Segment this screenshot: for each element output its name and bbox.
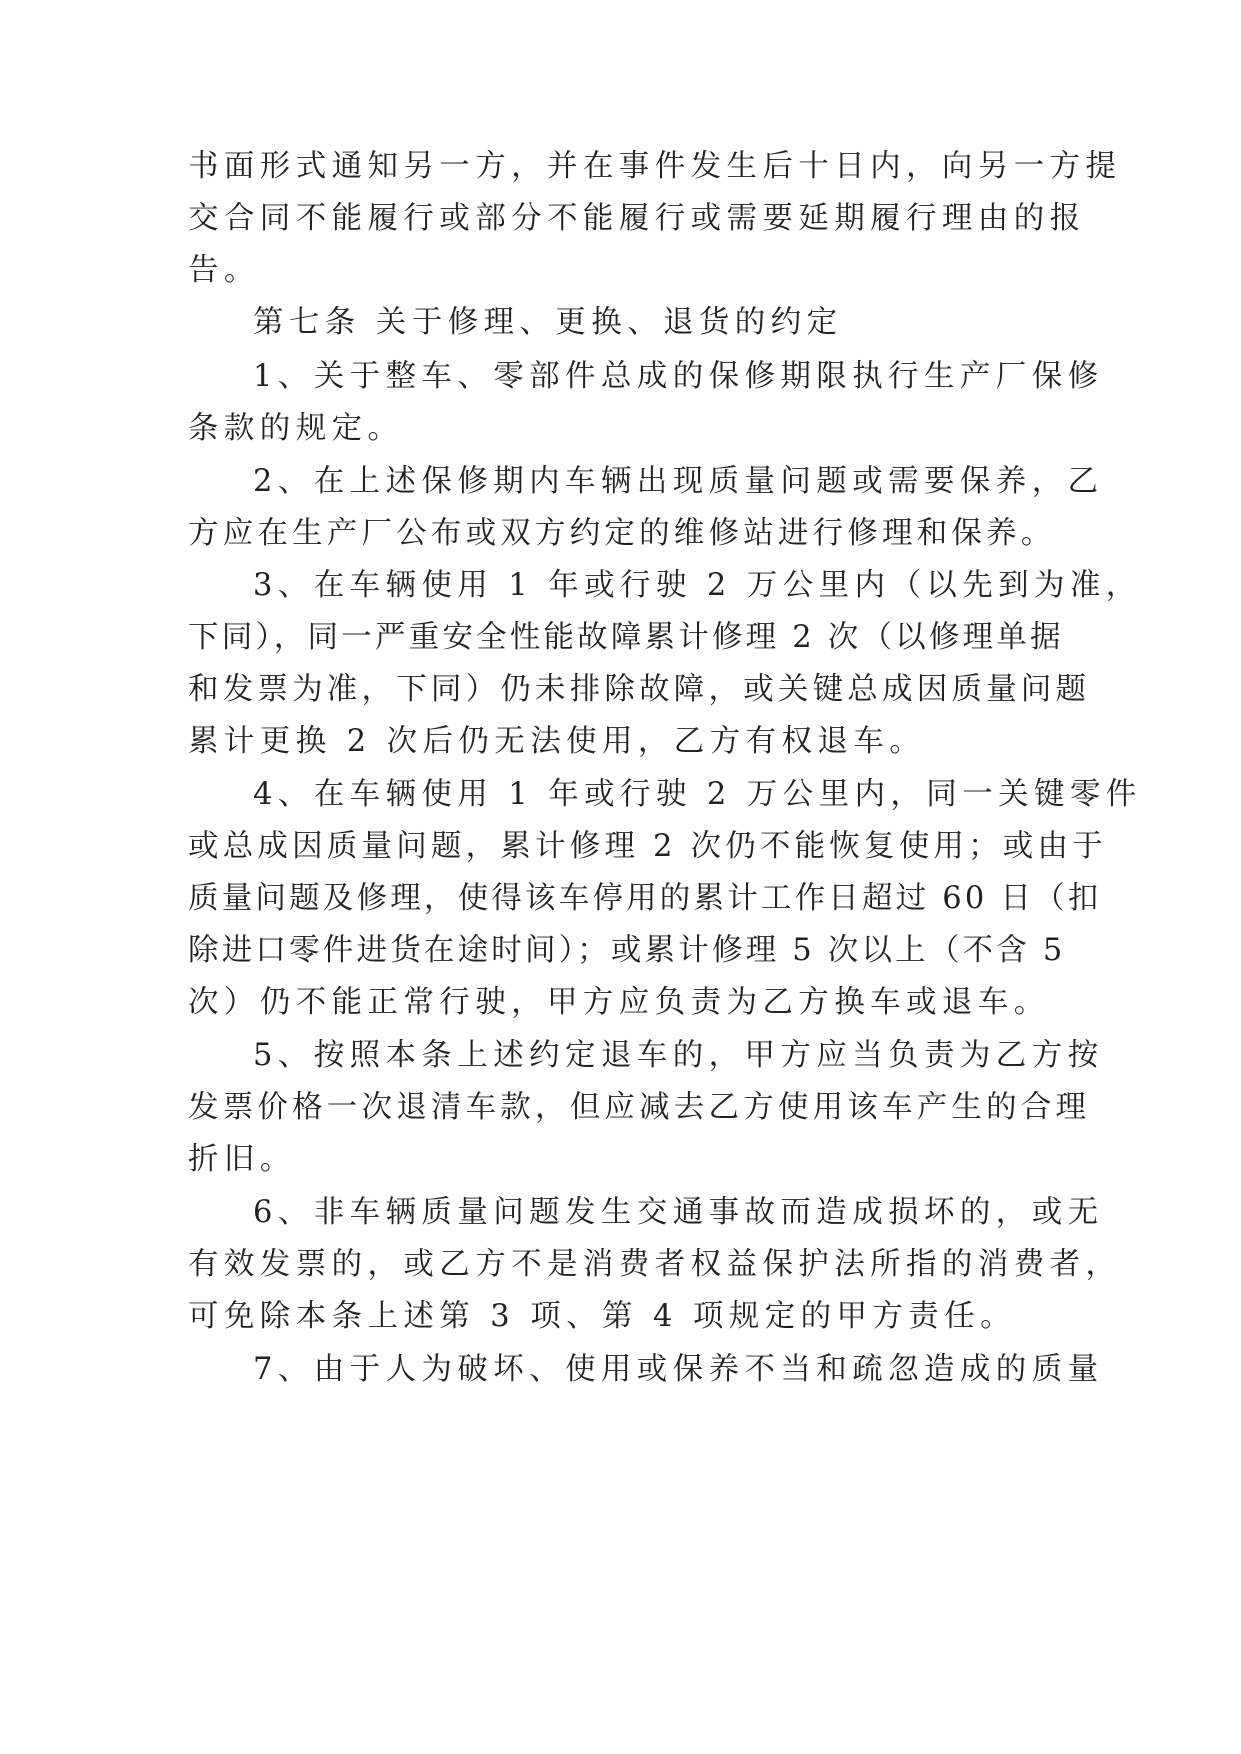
body-text-line: 2、在上述保修期内车辆出现质量问题或需要保养，乙 bbox=[253, 464, 1104, 499]
body-text-line: 5、按照本条上述约定退车的，甲方应当负责为乙方按 bbox=[253, 1038, 1104, 1073]
body-text-line: 告。 bbox=[188, 253, 260, 288]
body-text-line: 方应在生产厂公布或双方约定的维修站进行修理和保养。 bbox=[188, 516, 1056, 551]
body-text-line: 累计更换 2 次后仍无法使用，乙方有权退车。 bbox=[188, 724, 926, 759]
body-text-line: 条款的规定。 bbox=[188, 411, 404, 446]
body-text-line: 次）仍不能正常行驶，甲方应负责为乙方换车或退车。 bbox=[188, 985, 1050, 1020]
body-text-line: 3、在车辆使用 1 年或行驶 2 万公里内（以先到为准， bbox=[253, 568, 1142, 603]
body-text-line: 6、非车辆质量问题发生交通事故而造成损坏的，或无 bbox=[253, 1195, 1104, 1230]
body-text-line: 交合同不能履行或部分不能履行或需要延期履行理由的报 bbox=[188, 201, 1086, 236]
body-text-line: 或总成因质量问题，累计修理 2 次仍不能恢复使用；或由于 bbox=[188, 829, 1107, 864]
body-text-line: 7、由于人为破坏、使用或保养不当和疏忽造成的质量 bbox=[253, 1352, 1104, 1387]
body-text-line: 折旧。 bbox=[188, 1142, 296, 1177]
body-text-line: 书面形式通知另一方，并在事件发生后十日内，向另一方提 bbox=[188, 149, 1122, 184]
section-heading: 第七条 关于修理、更换、退货的约定 bbox=[253, 305, 843, 340]
body-text-line: 可免除本条上述第 3 项、第 4 项规定的甲方责任。 bbox=[188, 1299, 1016, 1334]
body-text-line: 4、在车辆使用 1 年或行驶 2 万公里内，同一关键零件 bbox=[253, 777, 1142, 812]
body-text-line: 和发票为准，下同）仍未排除故障，或关键总成因质量问题 bbox=[188, 672, 1091, 707]
body-text-line: 下同），同一严重安全性能故障累计修理 2 次（以修理单据 bbox=[188, 620, 1064, 655]
body-text-line: 发票价格一次退清车款，但应减去乙方使用该车产生的合理 bbox=[188, 1090, 1091, 1125]
body-text-line: 有效发票的，或乙方不是消费者权益保护法所指的消费者， bbox=[188, 1247, 1122, 1282]
body-text-line: 质量问题及修理，使得该车停用的累计工作日超过 60 日（扣 bbox=[188, 881, 1102, 916]
body-text-line: 1、关于整车、零部件总成的保修期限执行生产厂保修 bbox=[253, 359, 1104, 394]
body-text-line: 除进口零件进货在途时间）；或累计修理 5 次以上（不含 5 bbox=[188, 933, 1066, 968]
